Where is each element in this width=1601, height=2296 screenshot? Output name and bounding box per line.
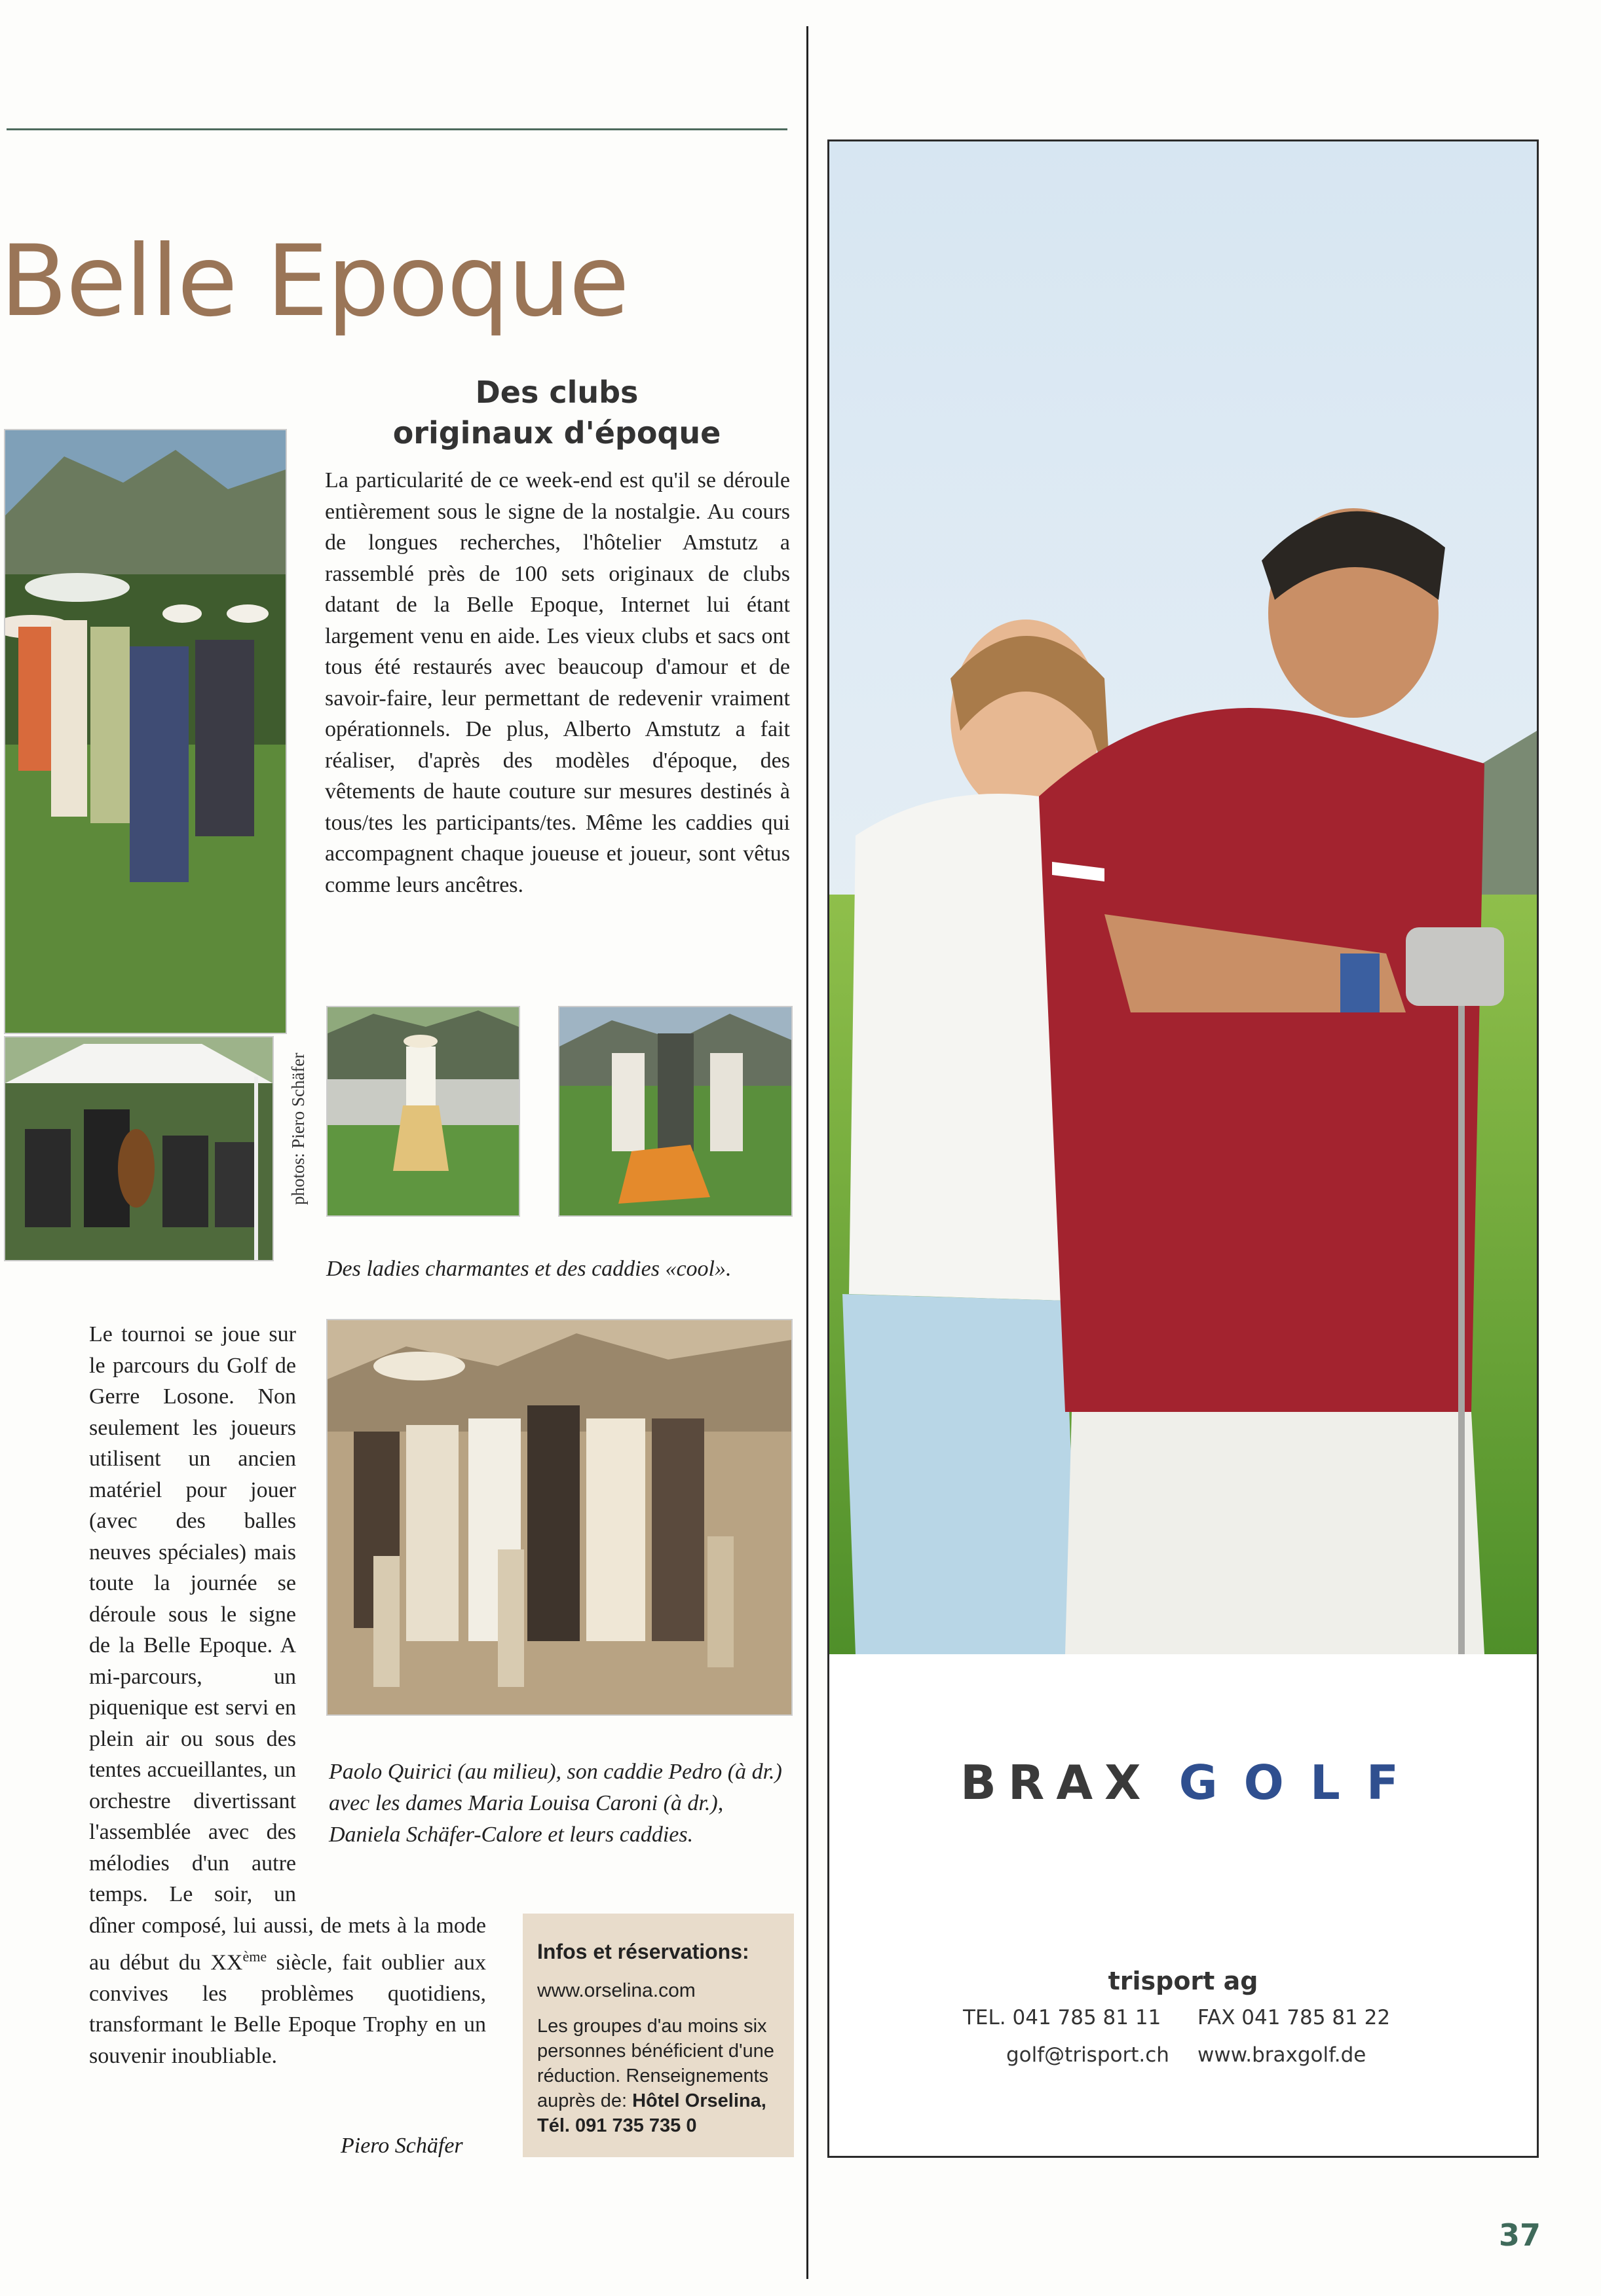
article-title: Belle Epoque xyxy=(0,225,628,339)
info-box xyxy=(523,1914,794,2157)
brand-name: BRAX xyxy=(960,1755,1153,1810)
photo-caddies xyxy=(558,1006,793,1217)
article-signature: Piero Schäfer xyxy=(341,2134,463,2158)
subhead-line-2: originaux d'époque xyxy=(392,415,721,451)
header-rule xyxy=(7,128,787,130)
text-wrap-spacer xyxy=(296,1319,486,1902)
page-number: 37 xyxy=(1499,2217,1541,2253)
caption-ladies-caddies: Des ladies charmantes et des caddies «cool». xyxy=(326,1257,732,1281)
photo-costumed-group xyxy=(4,429,287,1034)
page-divider xyxy=(806,26,808,2279)
brand-golf: GOLF xyxy=(1178,1755,1425,1810)
info-box-url[interactable]: www.orselina.com xyxy=(537,1980,696,2001)
company-name: trisport ag xyxy=(1108,1967,1258,1995)
paragraph-2-part-2: siècle, fait oublier aux convives les problèmes quotidiens, transformant le Belle Epoque Trophy en un souvenir inoubliable. xyxy=(89,1950,486,2068)
photo-lady-golfer xyxy=(326,1006,520,1217)
photo-orchestra-tent xyxy=(4,1036,274,1261)
info-box-body: Les groupes d'au moins six personnes bénéficient d'une réduction. Renseignements auprès de: xyxy=(537,2016,774,2111)
article-subhead xyxy=(367,372,747,453)
contact-email[interactable]: golf@trisport.ch xyxy=(1006,2043,1169,2067)
brand-logo xyxy=(960,1755,1425,1810)
info-box-contact: Hôtel Orselina, Tél. 091 735 735 0 xyxy=(537,2090,766,2136)
paragraph-2-superscript: ème xyxy=(242,1948,267,1965)
contact-tel: TEL. 041 785 81 11 xyxy=(963,2006,1161,2029)
article-paragraph-1: La particularité de ce week-end est qu'il se déroule entièrement sous le signe de la nostalgie. Au cours de longues recherches, l'hôtelier Amstutz a rassemblé près de 100 sets originaux de clubs datant de la Belle Epoque, Internet lui étant largement venu en aide. Les vieux clubs et sacs ont tous été restaurés avec beaucoup d'amour et de savoir-faire, leur permettant de redevenir vraiment opérationnels. De plus, Alberto Amstutz a fait réaliser, d'après des modèles d'époque, des vêtements de haute couture sur mesures destinés à tous/tes les participants/tes. Même les caddies qui accompagnent chaque joueuse et joueur, sont vêtus comme leurs ancêtres. xyxy=(325,468,790,897)
caption-group-photo: Paolo Quirici (au milieu), son caddie Pedro (à dr.) avec les dames Maria Louisa Caroni (à dr.), Daniela Schäfer-Calore et leurs caddies. xyxy=(329,1760,782,1847)
paragraph-2-part-1: Le tournoi se joue sur le parcours du Golf de Gerre Losone. Non seulement les joueurs utilisent un ancien matériel pour jouer (avec des balles neuves spéciales) mais toute la journée se déroule sous le signe de la Belle Epoque. A mi-parcours, un piquenique est servi en plein air ou sous des tentes accueillantes, un orchestre divertissant l'assemblée avec des mélodies d'un autre temps. Le soir, un dîner composé, lui aussi, de mets à la mode au début du XX xyxy=(89,1322,486,1975)
contact-web[interactable]: www.braxgolf.de xyxy=(1197,2043,1366,2067)
info-box-text xyxy=(537,2014,781,2138)
article-paragraph-2 xyxy=(89,1319,486,2071)
info-box-title: Infos et réservations: xyxy=(537,1940,749,1963)
subhead-line-1: Des clubs xyxy=(475,375,639,410)
contact-fax: FAX 041 785 81 22 xyxy=(1197,2006,1391,2029)
photo-credit: photos: Piero Schäfer xyxy=(288,1052,308,1205)
advertisement-photo xyxy=(829,141,1537,1654)
